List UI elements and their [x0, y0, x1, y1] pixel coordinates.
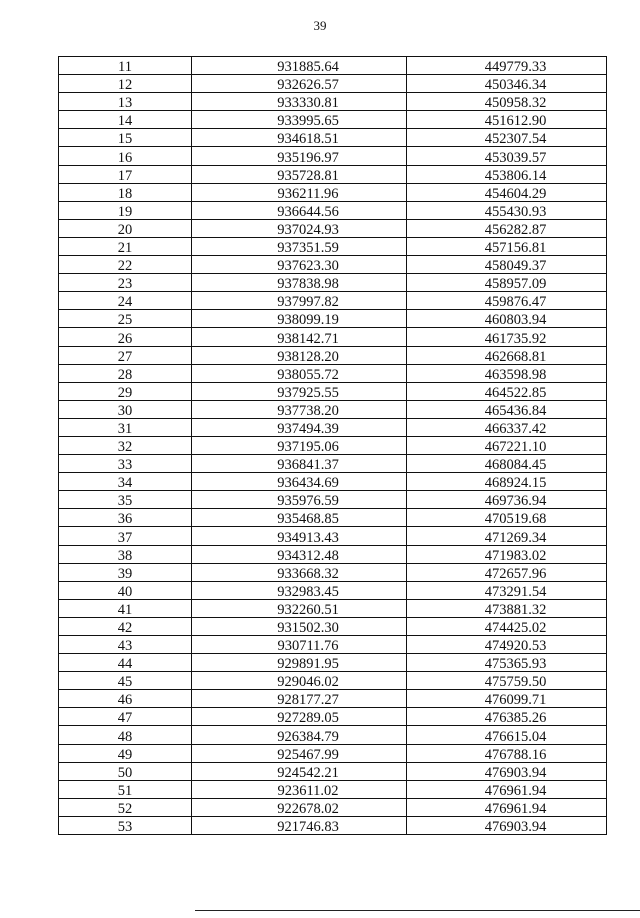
point-number-cell: 38	[59, 545, 192, 563]
y-coordinate-cell: 450346.34	[407, 75, 607, 93]
table-row	[59, 111, 607, 129]
x-coordinate-cell: 937024.93	[192, 219, 407, 237]
y-coordinate-cell: 474920.53	[407, 636, 607, 654]
y-coordinate-cell: 469736.94	[407, 491, 607, 509]
y-coordinate-cell: 458049.37	[407, 256, 607, 274]
table-row	[59, 581, 607, 599]
y-coordinate-cell: 476099.71	[407, 690, 607, 708]
table-row	[59, 726, 607, 744]
table-row	[59, 201, 607, 219]
y-coordinate-cell: 463598.98	[407, 364, 607, 382]
x-coordinate-cell: 936434.69	[192, 473, 407, 491]
point-number-cell: 15	[59, 129, 192, 147]
point-number-cell: 47	[59, 708, 192, 726]
x-coordinate-cell: 938099.19	[192, 310, 407, 328]
y-coordinate-cell: 476961.94	[407, 798, 607, 816]
table-row	[59, 418, 607, 436]
y-coordinate-cell: 455430.93	[407, 201, 607, 219]
table-row	[59, 129, 607, 147]
x-coordinate-cell: 934913.43	[192, 527, 407, 545]
point-number-cell: 45	[59, 672, 192, 690]
point-number-cell: 43	[59, 636, 192, 654]
x-coordinate-cell: 937738.20	[192, 400, 407, 418]
point-number-cell: 16	[59, 147, 192, 165]
x-coordinate-cell: 936644.56	[192, 201, 407, 219]
x-coordinate-cell: 934312.48	[192, 545, 407, 563]
y-coordinate-cell: 468924.15	[407, 473, 607, 491]
table-row	[59, 93, 607, 111]
y-coordinate-cell: 450958.32	[407, 93, 607, 111]
table-row	[59, 364, 607, 382]
point-number-cell: 52	[59, 798, 192, 816]
y-coordinate-cell: 459876.47	[407, 292, 607, 310]
y-coordinate-cell: 465436.84	[407, 400, 607, 418]
table-row	[59, 455, 607, 473]
point-number-cell: 33	[59, 455, 192, 473]
x-coordinate-cell: 932260.51	[192, 599, 407, 617]
point-number-cell: 20	[59, 219, 192, 237]
y-coordinate-cell: 452307.54	[407, 129, 607, 147]
table-row	[59, 147, 607, 165]
table-row	[59, 219, 607, 237]
y-coordinate-cell: 476615.04	[407, 726, 607, 744]
point-number-cell: 24	[59, 292, 192, 310]
x-coordinate-cell: 937494.39	[192, 418, 407, 436]
y-coordinate-cell: 476788.16	[407, 744, 607, 762]
table-row	[59, 762, 607, 780]
table-row	[59, 599, 607, 617]
table-row	[59, 780, 607, 798]
table-row	[59, 436, 607, 454]
table-row	[59, 183, 607, 201]
y-coordinate-cell: 453039.57	[407, 147, 607, 165]
point-number-cell: 17	[59, 165, 192, 183]
y-coordinate-cell: 460803.94	[407, 310, 607, 328]
y-coordinate-cell: 476903.94	[407, 816, 607, 834]
x-coordinate-cell: 923611.02	[192, 780, 407, 798]
x-coordinate-cell: 937195.06	[192, 436, 407, 454]
x-coordinate-cell: 928177.27	[192, 690, 407, 708]
x-coordinate-cell: 932626.57	[192, 75, 407, 93]
point-number-cell: 35	[59, 491, 192, 509]
y-coordinate-cell: 475759.50	[407, 672, 607, 690]
y-coordinate-cell: 468084.45	[407, 455, 607, 473]
table-row	[59, 545, 607, 563]
y-coordinate-cell: 470519.68	[407, 509, 607, 527]
table-row	[59, 328, 607, 346]
y-coordinate-cell: 449779.33	[407, 57, 607, 75]
x-coordinate-cell: 933995.65	[192, 111, 407, 129]
x-coordinate-cell: 931502.30	[192, 617, 407, 635]
table-row	[59, 672, 607, 690]
table-row	[59, 346, 607, 364]
y-coordinate-cell: 471269.34	[407, 527, 607, 545]
table-row	[59, 310, 607, 328]
x-coordinate-cell: 937351.59	[192, 237, 407, 255]
footer-divider	[195, 910, 640, 911]
table-row	[59, 292, 607, 310]
point-number-cell: 22	[59, 256, 192, 274]
y-coordinate-cell: 457156.81	[407, 237, 607, 255]
table-row	[59, 382, 607, 400]
point-number-cell: 28	[59, 364, 192, 382]
point-number-cell: 30	[59, 400, 192, 418]
point-number-cell: 32	[59, 436, 192, 454]
table-row	[59, 617, 607, 635]
y-coordinate-cell: 472657.96	[407, 563, 607, 581]
point-number-cell: 31	[59, 418, 192, 436]
point-number-cell: 41	[59, 599, 192, 617]
point-number-cell: 40	[59, 581, 192, 599]
y-coordinate-cell: 473881.32	[407, 599, 607, 617]
x-coordinate-cell: 938055.72	[192, 364, 407, 382]
point-number-cell: 19	[59, 201, 192, 219]
table-row	[59, 563, 607, 581]
point-number-cell: 37	[59, 527, 192, 545]
point-number-cell: 23	[59, 274, 192, 292]
x-coordinate-cell: 935976.59	[192, 491, 407, 509]
x-coordinate-cell: 935196.97	[192, 147, 407, 165]
x-coordinate-cell: 921746.83	[192, 816, 407, 834]
point-number-cell: 27	[59, 346, 192, 364]
x-coordinate-cell: 932983.45	[192, 581, 407, 599]
x-coordinate-cell: 930711.76	[192, 636, 407, 654]
y-coordinate-cell: 473291.54	[407, 581, 607, 599]
coordinates-table-body	[59, 57, 607, 835]
point-number-cell: 18	[59, 183, 192, 201]
point-number-cell: 44	[59, 654, 192, 672]
page-number: 39	[313, 18, 327, 33]
x-coordinate-cell: 922678.02	[192, 798, 407, 816]
point-number-cell: 12	[59, 75, 192, 93]
table-row	[59, 527, 607, 545]
point-number-cell: 25	[59, 310, 192, 328]
coordinates-table	[58, 56, 607, 835]
point-number-cell: 21	[59, 237, 192, 255]
y-coordinate-cell: 461735.92	[407, 328, 607, 346]
point-number-cell: 26	[59, 328, 192, 346]
point-number-cell: 39	[59, 563, 192, 581]
x-coordinate-cell: 935468.85	[192, 509, 407, 527]
x-coordinate-cell: 929046.02	[192, 672, 407, 690]
x-coordinate-cell: 937838.98	[192, 274, 407, 292]
table-row	[59, 636, 607, 654]
x-coordinate-cell: 936211.96	[192, 183, 407, 201]
y-coordinate-cell: 467221.10	[407, 436, 607, 454]
y-coordinate-cell: 464522.85	[407, 382, 607, 400]
point-number-cell: 29	[59, 382, 192, 400]
y-coordinate-cell: 476961.94	[407, 780, 607, 798]
table-row	[59, 491, 607, 509]
x-coordinate-cell: 931885.64	[192, 57, 407, 75]
x-coordinate-cell: 937925.55	[192, 382, 407, 400]
table-row	[59, 237, 607, 255]
table-row	[59, 400, 607, 418]
point-number-cell: 14	[59, 111, 192, 129]
table-row	[59, 165, 607, 183]
y-coordinate-cell: 451612.90	[407, 111, 607, 129]
table-row	[59, 473, 607, 491]
x-coordinate-cell: 937997.82	[192, 292, 407, 310]
x-coordinate-cell: 925467.99	[192, 744, 407, 762]
point-number-cell: 46	[59, 690, 192, 708]
table-row	[59, 816, 607, 834]
point-number-cell: 34	[59, 473, 192, 491]
x-coordinate-cell: 926384.79	[192, 726, 407, 744]
point-number-cell: 48	[59, 726, 192, 744]
x-coordinate-cell: 924542.21	[192, 762, 407, 780]
point-number-cell: 42	[59, 617, 192, 635]
y-coordinate-cell: 476903.94	[407, 762, 607, 780]
table-row	[59, 654, 607, 672]
x-coordinate-cell: 935728.81	[192, 165, 407, 183]
table-row	[59, 708, 607, 726]
point-number-cell: 13	[59, 93, 192, 111]
point-number-cell: 49	[59, 744, 192, 762]
x-coordinate-cell: 936841.37	[192, 455, 407, 473]
y-coordinate-cell: 454604.29	[407, 183, 607, 201]
x-coordinate-cell: 934618.51	[192, 129, 407, 147]
table-row	[59, 509, 607, 527]
table-row	[59, 256, 607, 274]
table-row	[59, 57, 607, 75]
y-coordinate-cell: 475365.93	[407, 654, 607, 672]
x-coordinate-cell: 938128.20	[192, 346, 407, 364]
point-number-cell: 53	[59, 816, 192, 834]
x-coordinate-cell: 927289.05	[192, 708, 407, 726]
y-coordinate-cell: 458957.09	[407, 274, 607, 292]
table-row	[59, 798, 607, 816]
table-row	[59, 744, 607, 762]
point-number-cell: 36	[59, 509, 192, 527]
table-row	[59, 75, 607, 93]
y-coordinate-cell: 456282.87	[407, 219, 607, 237]
point-number-cell: 11	[59, 57, 192, 75]
y-coordinate-cell: 471983.02	[407, 545, 607, 563]
y-coordinate-cell: 462668.81	[407, 346, 607, 364]
point-number-cell: 51	[59, 780, 192, 798]
table-row	[59, 690, 607, 708]
point-number-cell: 50	[59, 762, 192, 780]
y-coordinate-cell: 466337.42	[407, 418, 607, 436]
y-coordinate-cell: 453806.14	[407, 165, 607, 183]
table-row	[59, 274, 607, 292]
y-coordinate-cell: 474425.02	[407, 617, 607, 635]
x-coordinate-cell: 938142.71	[192, 328, 407, 346]
x-coordinate-cell: 933330.81	[192, 93, 407, 111]
x-coordinate-cell: 933668.32	[192, 563, 407, 581]
x-coordinate-cell: 937623.30	[192, 256, 407, 274]
y-coordinate-cell: 476385.26	[407, 708, 607, 726]
x-coordinate-cell: 929891.95	[192, 654, 407, 672]
